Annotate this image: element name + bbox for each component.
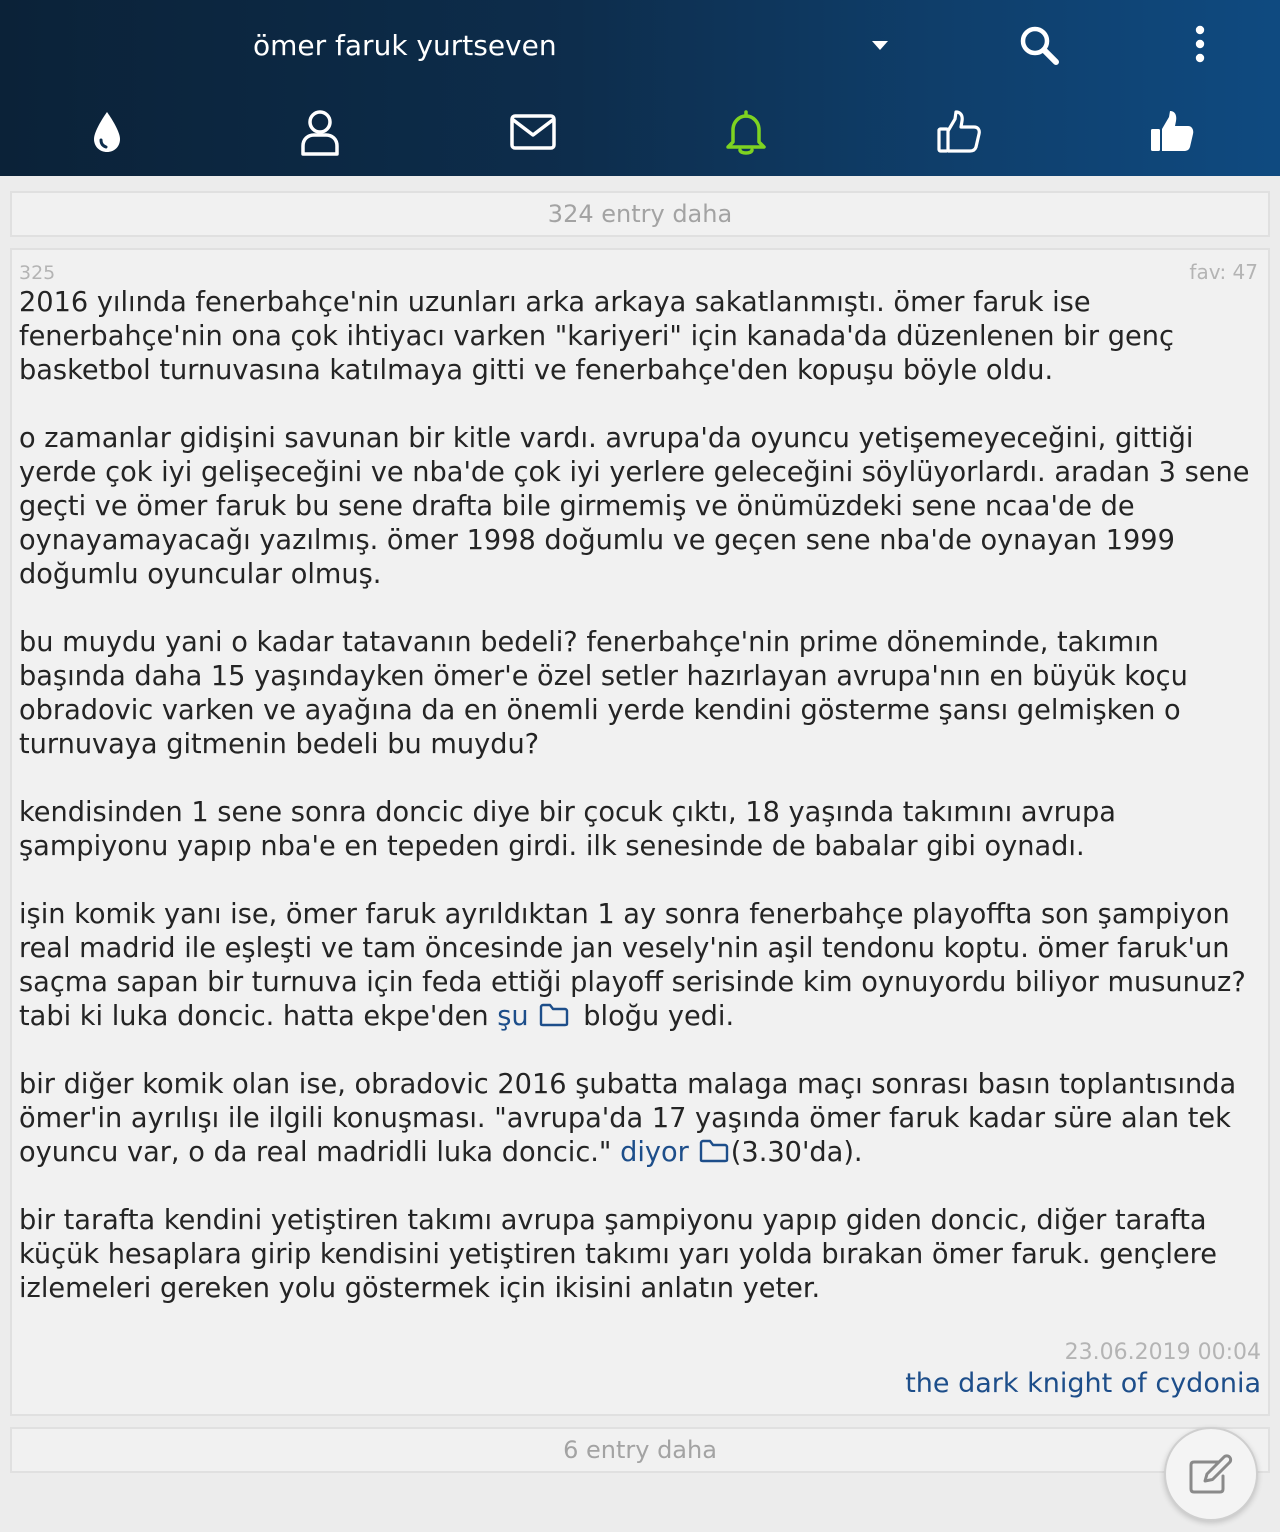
entry-paragraph: bir tarafta kendini yetiştiren takımı avrupa şampiyonu yapıp giden doncic, diğer tarafta küçük hesaplara girip kendisini yetiştiren takımı yarı yolda bırakan ömer faruk. gençlere izlemeleri gereken yolu göstermek için ikisini anlatın yeter. bbox=[19, 1205, 1217, 1304]
fav-count[interactable]: fav: 47 bbox=[1189, 260, 1258, 284]
write-entry-button[interactable] bbox=[1164, 1427, 1258, 1521]
nav-likes[interactable] bbox=[931, 106, 987, 158]
paragraph-text: (3.30'da). bbox=[730, 1137, 863, 1168]
entry-number: 325 bbox=[19, 262, 56, 284]
mail-icon bbox=[509, 113, 557, 151]
folder-icon[interactable] bbox=[539, 1003, 569, 1027]
entry-content bbox=[19, 286, 1265, 1306]
entry-author[interactable]: the dark knight of cydonia bbox=[905, 1368, 1261, 1399]
entry-paragraph bbox=[19, 898, 1265, 1034]
channel-title[interactable]: ömer faruk yurtseven bbox=[253, 29, 557, 62]
paragraph-text: bir diğer komik olan ise, obradovic 2016 şubatta malaga maçı sonrası basın toplantısında ömer'in ayrılışı ile ilgili konuşması. "avrupa'da 17 yaşında ömer faruk kadar süre alan tek oyuncu var, o da real madridli luka doncic." bbox=[19, 1069, 1237, 1168]
entry-paragraph: 2016 yılında fenerbahçe'nin uzunları arka arkaya sakatlanmıştı. ömer faruk ise fenerbahçe'nin ona çok ihtiyacı varken "kariyeri" için kanada'da düzenlenen bir genç basketbol turnuvasına katılmaya gitti ve fenerbahçe'den kopuşu böyle oldu. bbox=[19, 287, 1174, 386]
user-icon bbox=[299, 108, 341, 156]
entry-paragraph: bu muydu yani o kadar tatavanın bedeli? fenerbahçe'nin prime döneminde, takımın başında daha 15 yaşındayken ömer'e özel setler hazırlayan avrupa'nın en büyük koçu obradovic varken ve ayağına da en önemli yerde kendini gösterme şansı gelmişken o turnuvaya gitmenin bedeli bu muydu? bbox=[19, 627, 1188, 760]
nav-notifications[interactable] bbox=[718, 106, 774, 158]
bell-icon bbox=[724, 108, 768, 156]
thumbs-up-outline-icon bbox=[936, 109, 982, 155]
nav-profile[interactable] bbox=[292, 106, 348, 158]
entry-date[interactable]: 23.06.2019 00:04 bbox=[1064, 1340, 1261, 1365]
more-vertical-icon[interactable] bbox=[1186, 24, 1214, 64]
nav-drop[interactable] bbox=[79, 106, 135, 158]
paragraph-text: işin komik yanı ise, ömer faruk ayrıldıktan 1 ay sonra fenerbahçe playoffta son şampiyon real madrid ile eşleşti ve tam öncesinde jan vesely'nin aşil tendonu koptu. ömer faruk'un saçma sapan bir turnuva için feda ettiği playoff serisinde kim oynuyordu biliyor musunuz? tabi ki luka doncic. hatta ekpe'den bbox=[19, 899, 1246, 1032]
top-header bbox=[0, 0, 1280, 176]
paragraph-text: bloğu yedi. bbox=[574, 1001, 735, 1032]
entry-paragraph bbox=[19, 1068, 1265, 1170]
thumbs-up-filled-icon bbox=[1149, 109, 1195, 155]
entry-card bbox=[10, 248, 1270, 1416]
nav-messages[interactable] bbox=[505, 106, 561, 158]
nav-favorites[interactable] bbox=[1144, 106, 1200, 158]
folder-icon[interactable] bbox=[699, 1139, 729, 1163]
caret-down-icon[interactable] bbox=[870, 38, 890, 52]
reference-link-su[interactable]: şu bbox=[497, 1001, 529, 1032]
drop-icon bbox=[90, 110, 124, 154]
reference-link-diyor[interactable]: diyor bbox=[620, 1137, 689, 1168]
entry-paragraph: o zamanlar gidişini savunan bir kitle vardı. avrupa'da oyuncu yetişemeyeceğini, gittiği yerde çok iyi gelişeceğini ve nba'de çok iyi yerlere geleceğini söylüyorlardı. aradan 3 sene geçti ve ömer faruk bu sene drafta bile girmemiş ve önümüzdeki sene ncaa'de de oynayamayacağı yazılmış. ömer 1998 doğumlu ve geçen sene nba'de oynayan 1999 doğumlu oyuncular olmuş. bbox=[19, 423, 1250, 590]
edit-icon bbox=[1188, 1454, 1234, 1494]
load-next-entries-button[interactable]: 6 entry daha bbox=[10, 1427, 1270, 1473]
load-previous-entries-button[interactable]: 324 entry daha bbox=[10, 191, 1270, 237]
search-icon[interactable] bbox=[1016, 22, 1062, 68]
entry-paragraph: kendisinden 1 sene sonra doncic diye bir çocuk çıktı, 18 yaşında takımını avrupa şampiyonu yapıp nba'e en tepeden girdi. ilk senesinde de babalar gibi oynadı. bbox=[19, 797, 1116, 862]
